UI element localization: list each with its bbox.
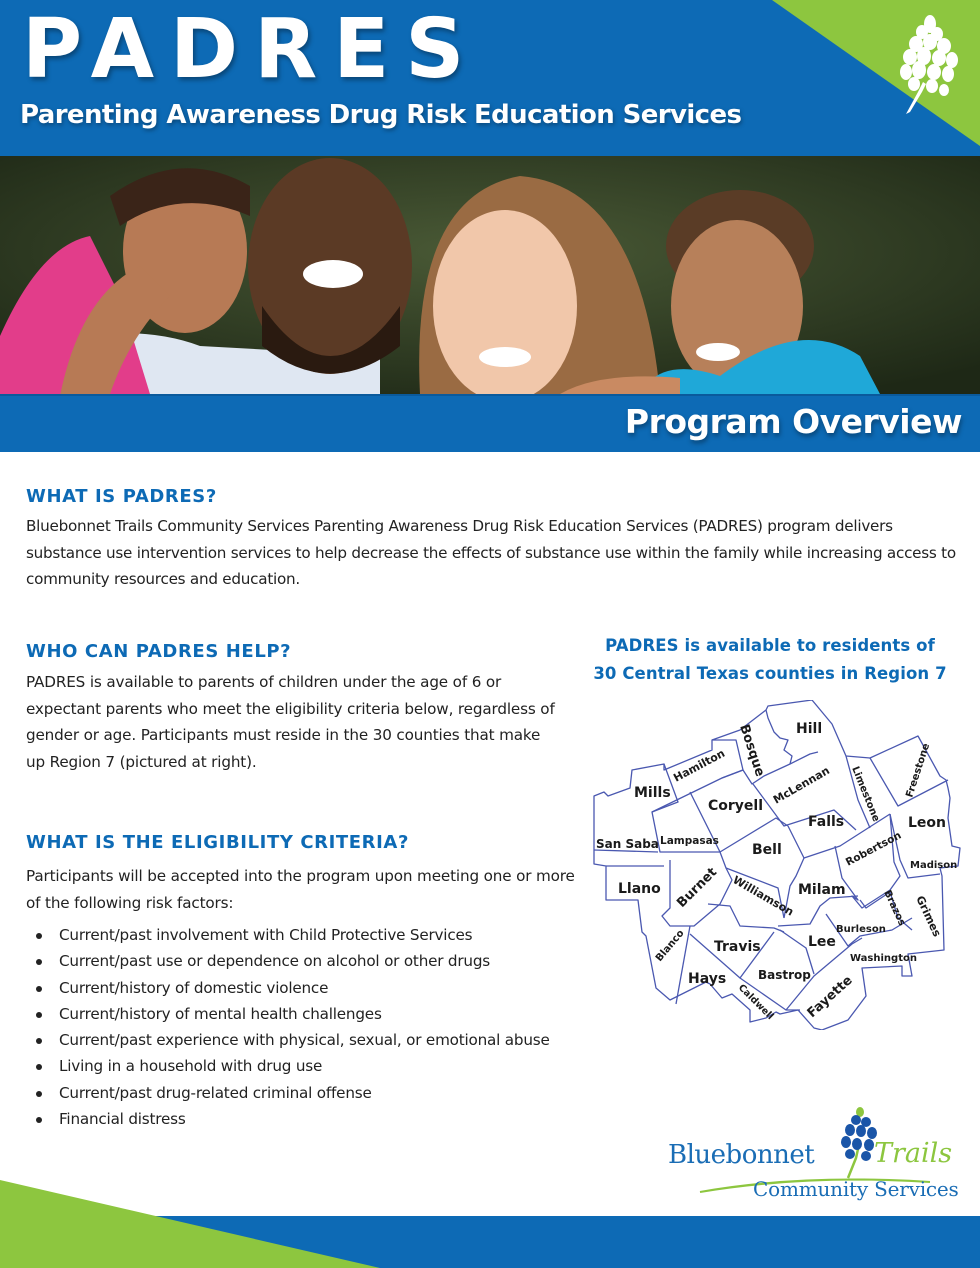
county-label-falls: Falls [808, 814, 845, 830]
program-subtitle: Parenting Awareness Drug Risk Education Services [20, 100, 742, 130]
county-label-burleson: Burleson [836, 924, 886, 935]
bullet-icon [36, 1038, 42, 1044]
criteria-item [26, 922, 626, 948]
bullet-icon [36, 986, 42, 992]
family-photo-illustration [0, 156, 980, 394]
county-label-brazos: Brazos [881, 888, 908, 928]
county-label-bell: Bell [752, 842, 782, 858]
bullet-icon [36, 1012, 42, 1018]
county-label-mills: Mills [634, 785, 671, 801]
eligibility-intro: Participants will be accepted into the program upon meeting one or more of the following risk factors: [26, 867, 575, 912]
county-label-travis: Travis [714, 939, 761, 955]
criteria-text: Current/past use or dependence on alcohol or other drugs [59, 952, 490, 971]
county-label-fayette: Fayette [804, 973, 856, 1021]
criteria-item [26, 975, 626, 1001]
criteria-text: Living in a household with drug use [59, 1057, 323, 1076]
who-can-padres-help-heading: WHO CAN PADRES HELP? [26, 641, 292, 662]
criteria-item [26, 1053, 626, 1079]
county-label-leon: Leon [908, 815, 947, 831]
county-label-freestone: Freestone [904, 742, 933, 799]
county-label-coryell: Coryell [708, 798, 764, 814]
eligibility-criteria-heading: WHAT IS THE ELIGIBILITY CRITERIA? [26, 832, 409, 853]
county-label-bosque: Bosque [736, 722, 768, 779]
criteria-text: Current/history of mental health challenges [59, 1004, 382, 1023]
program-overview-heading: Program Overview [624, 402, 962, 441]
county-label-lee: Lee [808, 934, 836, 950]
map-title-line-1: PADRES is available to residents of [605, 636, 935, 655]
county-label-grimes: Grimes [913, 893, 944, 939]
bullet-icon [36, 933, 42, 939]
logo-word-community-services: Community Services [753, 1177, 959, 1201]
county-label-blanco: Blanco [653, 927, 687, 964]
criteria-text: Financial distress [59, 1110, 186, 1129]
criteria-text: Current/past experience with physical, sexual, or emotional abuse [59, 1031, 550, 1050]
logo-word-bluebonnet: Bluebonnet [668, 1140, 815, 1170]
county-label-madison: Madison [910, 860, 958, 871]
county-label-mclennan: McLennan [771, 763, 832, 807]
county-label-bastrop: Bastrop [758, 968, 811, 982]
program-overview-banner [0, 394, 980, 452]
bullet-icon [36, 1117, 42, 1123]
county-label-lampasas: Lampasas [660, 835, 719, 847]
bullet-icon [36, 1064, 42, 1070]
criteria-item [26, 1080, 626, 1106]
county-label-limestone: Limestone [849, 765, 882, 824]
county-label-robertson: Robertson [843, 829, 904, 869]
criteria-item [26, 948, 626, 974]
footer-accent-band [0, 1160, 980, 1268]
county-label-san-saba: San Saba [596, 837, 659, 851]
county-label-caldwell: Caldwell [735, 982, 776, 1023]
county-label-williamson: Williamson [730, 873, 796, 919]
county-label-hamilton: Hamilton [671, 746, 728, 785]
county-label-milam: Milam [798, 882, 846, 898]
map-title-line-2: 30 Central Texas counties in Region 7 [593, 664, 947, 683]
what-is-padres-heading: WHAT IS PADRES? [26, 486, 217, 507]
logo-word-trails: Trails [874, 1138, 953, 1169]
region-7-county-map [590, 700, 970, 1030]
header-banner [0, 0, 980, 156]
footer-shapes [0, 1160, 980, 1268]
county-label-washington: Washington [850, 953, 917, 964]
criteria-text: Current/past drug-related criminal offense [59, 1083, 372, 1102]
criteria-item [26, 1001, 626, 1027]
county-label-hays: Hays [688, 971, 727, 987]
family-photo [0, 156, 980, 394]
map-title [572, 632, 968, 688]
criteria-text: Current/past involvement with Child Protective Services [59, 926, 473, 944]
criteria-item [26, 1106, 626, 1132]
what-is-padres-body: Bluebonnet Trails Community Services Parenting Awareness Drug Risk Education Services (PADRES) program delivers substance use intervention services to help decrease the effects of substance use within the family while increasing access to community resources and education. [26, 517, 956, 588]
criteria-text: Current/history of domestic violence [59, 978, 329, 997]
program-title: PADRES [22, 2, 481, 97]
bullet-icon [36, 959, 42, 965]
criteria-item [26, 1027, 626, 1053]
eligibility-criteria-list [26, 922, 626, 1132]
who-can-padres-help-body: PADRES is available to parents of children under the age of 6 or expectant parents who meet the eligibility criteria below, regardless of gender or age. Participants must reside in the 30 counties that make up Region 7 (pictured at right). [26, 673, 555, 771]
bluebonnet-flower-icon [892, 12, 962, 117]
county-label-llano: Llano [618, 881, 661, 897]
county-label-burnet: Burnet [674, 864, 721, 911]
county-map-svg [590, 700, 970, 1030]
county-label-hill: Hill [796, 721, 823, 737]
bullet-icon [36, 1091, 42, 1097]
